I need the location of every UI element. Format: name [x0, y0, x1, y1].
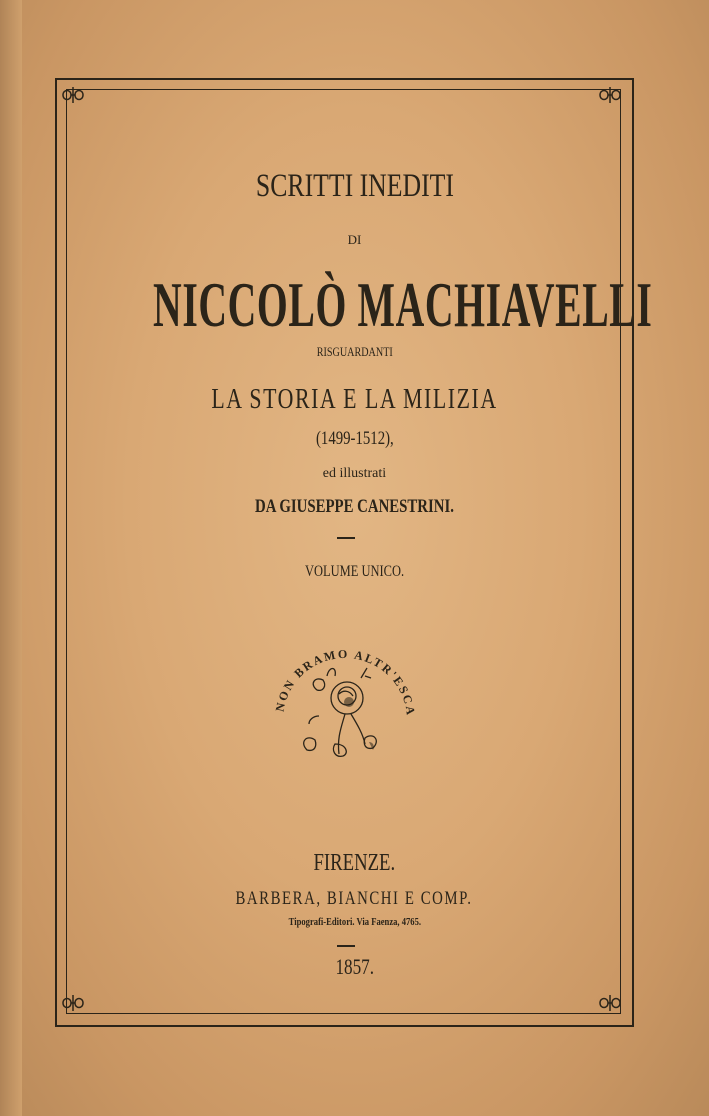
author-line [0, 268, 709, 342]
corner-ornament-icon [597, 84, 623, 106]
volume-line [0, 563, 709, 581]
corner-ornament-icon [60, 992, 86, 1014]
publisher-address-line [0, 916, 709, 928]
years-line [0, 428, 709, 450]
di-text: DI [347, 232, 362, 247]
editor-line [0, 496, 709, 518]
emblem-motto: NON BRAMO ALTR'ESCA [272, 646, 419, 718]
city-text: FIRENZE. [313, 850, 396, 876]
editor-name: DA GIUSEPPE CANESTRINI. [255, 496, 454, 517]
corner-ornament-icon [60, 84, 86, 106]
risguardanti-text: RISGUARDANTI [316, 344, 393, 359]
illustrated-line [0, 466, 709, 482]
title-text: SCRITTI INEDITI [255, 168, 454, 204]
rose-emblem-icon [265, 620, 425, 780]
year-line [0, 954, 709, 980]
publisher-name: BARBERA, BIANCHI E COMP. [235, 888, 474, 909]
illustrated-text: ed illustrati [322, 466, 387, 481]
publication-year: 1857. [335, 954, 374, 979]
author-name: NICCOLÒ MACHIAVELLI [153, 269, 653, 340]
years-text: (1499-1512), [315, 428, 394, 449]
subject-text: LA STORIA E LA MILIZIA [211, 384, 498, 415]
subject-line [0, 384, 709, 416]
title-line [0, 168, 709, 205]
city-line [0, 850, 709, 877]
di-line [0, 232, 709, 248]
risguardanti-line [0, 344, 709, 360]
volume-text: VOLUME UNICO. [304, 563, 405, 580]
separator-dash [337, 537, 355, 539]
corner-ornament-icon [597, 992, 623, 1014]
separator-dash [337, 945, 355, 947]
publisher-line [0, 888, 709, 910]
publisher-address: Tipografi-Editori. Via Faenza, 4765. [288, 916, 421, 928]
